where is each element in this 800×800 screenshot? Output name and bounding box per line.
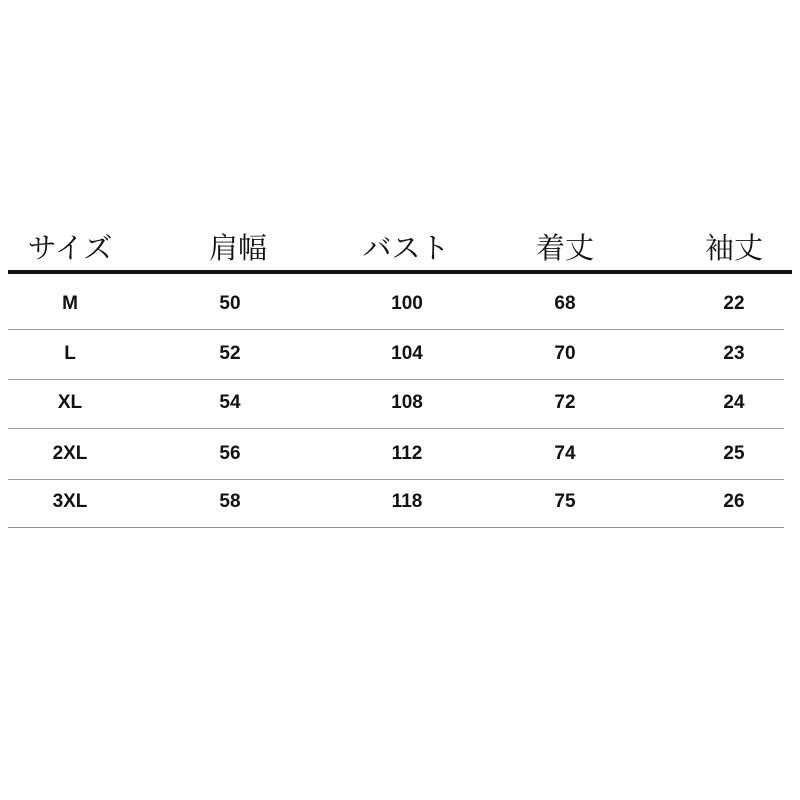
cell-size: XL: [57, 392, 83, 413]
cell-size: 2XL: [52, 443, 88, 464]
cell-sleeve-length: 23: [723, 343, 745, 364]
cell-bust: 108: [391, 392, 423, 413]
cell-bust: 104: [391, 343, 423, 364]
header-shoulder-width: 肩幅: [208, 231, 268, 265]
cell-shoulder-width: 56: [219, 443, 241, 464]
cell-size: M: [62, 293, 78, 314]
cell-sleeve-length: 26: [723, 491, 745, 512]
table-row: [8, 429, 784, 480]
table-row: [8, 378, 784, 429]
cell-bust: 118: [391, 491, 423, 512]
cell-shoulder-width: 58: [219, 491, 241, 512]
header-size: サイズ: [27, 231, 113, 265]
header-bust: バスト: [362, 231, 450, 265]
cell-size: L: [64, 343, 76, 364]
cell-sleeve-length: 22: [723, 293, 745, 314]
table-header-row: [8, 226, 792, 274]
cell-length: 74: [554, 443, 576, 464]
cell-sleeve-length: 25: [723, 443, 745, 464]
cell-shoulder-width: 54: [219, 392, 241, 413]
table-row: [8, 279, 784, 330]
cell-sleeve-length: 24: [723, 392, 745, 413]
cell-length: 68: [554, 293, 576, 314]
table-row: [8, 329, 784, 380]
cell-length: 75: [554, 491, 576, 512]
cell-shoulder-width: 52: [219, 343, 241, 364]
header-sleeve-length: 袖丈: [704, 231, 764, 265]
cell-bust: 100: [391, 293, 423, 314]
header-length: 着丈: [535, 231, 595, 265]
cell-size: 3XL: [52, 491, 88, 512]
cell-shoulder-width: 50: [219, 293, 241, 314]
cell-bust: 112: [391, 443, 423, 464]
cell-length: 72: [554, 392, 576, 413]
table-row: [8, 477, 784, 528]
cell-length: 70: [554, 343, 576, 364]
